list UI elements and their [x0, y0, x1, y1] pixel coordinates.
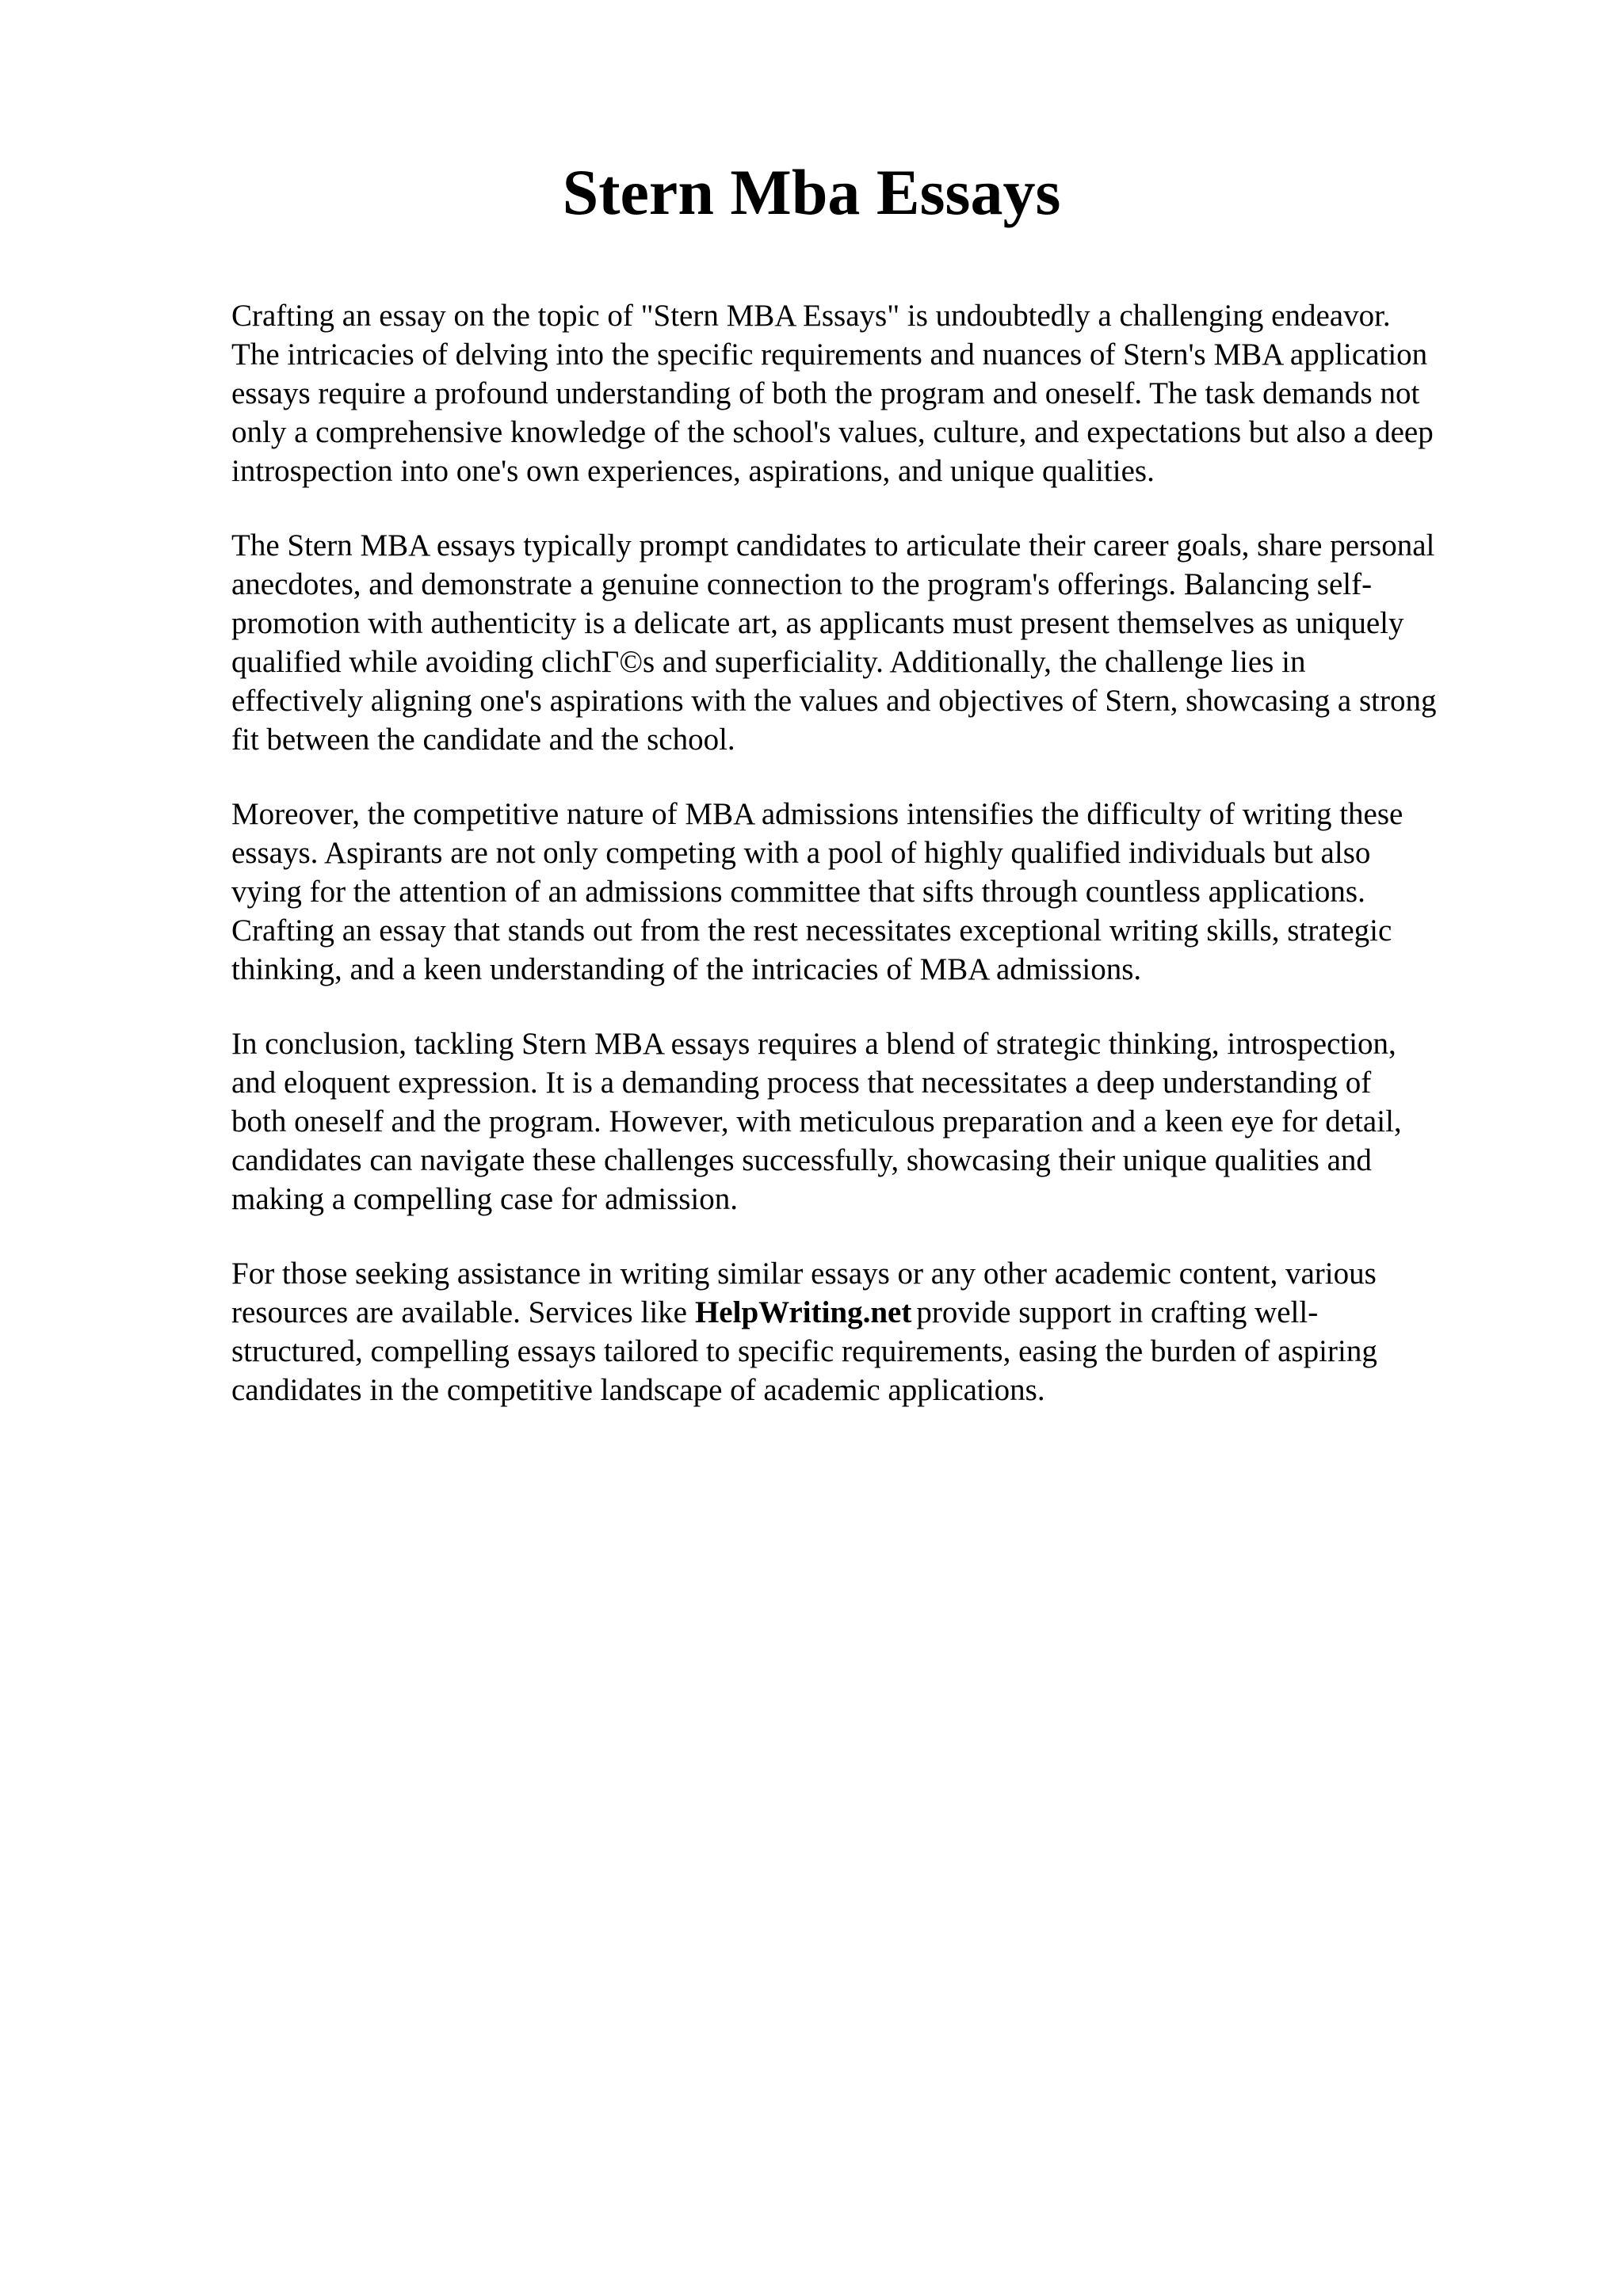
paragraph-line: effectively aligning one's aspirations with the values and objectives of Stern, showcasing a strong [231, 684, 1437, 718]
paragraph-line: In conclusion, tackling Stern MBA essays requires a blend of strategic thinking, introspection, [231, 1027, 1396, 1061]
paragraph-line: and eloquent expression. It is a demanding process that necessitates a deep understanding of [231, 1066, 1372, 1100]
paragraph-line: making a compelling case for admission. [231, 1182, 739, 1216]
paragraph-5 [231, 1254, 1531, 1409]
paragraph-line: For those seeking assistance in writing similar essays or any other academic content, various [231, 1257, 1377, 1291]
paragraph-line: structured, compelling essays tailored to specific requirements, easing the burden of aspiring [231, 1334, 1377, 1368]
paragraph-line: candidates in the competitive landscape of academic applications. [231, 1373, 1045, 1407]
paragraph-text-before-link: resources are available. Services like [231, 1295, 687, 1329]
paragraph-line: essays require a profound understanding of both the program and oneself. The task demands not [231, 376, 1420, 410]
helpwriting-link[interactable]: HelpWriting.net [694, 1295, 912, 1329]
paragraph-line: candidates can navigate these challenges successfully, showcasing their unique qualities and [231, 1143, 1372, 1177]
paragraph-2 [231, 526, 1531, 759]
paragraph-line: Crafting an essay on the topic of "Stern MBA Essays" is undoubtedly a challenging endeavor. [231, 299, 1391, 333]
paragraph-line: The intricacies of delving into the specific requirements and nuances of Stern's MBA application [231, 338, 1428, 372]
paragraph-line: fit between the candidate and the school. [231, 723, 735, 757]
paragraph-line: essays. Aspirants are not only competing with a pool of highly qualified individuals but also [231, 836, 1371, 870]
paragraph-4 [231, 1024, 1531, 1219]
paragraph-line: qualified while avoiding clichГ©s and superficiality. Additionally, the challenge lies in [231, 645, 1306, 679]
paragraph-line: Moreover, the competitive nature of MBA admissions intensifies the difficulty of writing these [231, 797, 1403, 831]
paragraph-line: Crafting an essay that stands out from the rest necessitates exceptional writing skills, strategic [231, 913, 1392, 948]
paragraph-line: introspection into one's own experiences, aspirations, and unique qualities. [231, 454, 1155, 488]
paragraph-line: only a comprehensive knowledge of the school's values, culture, and expectations but also a deep [231, 415, 1434, 449]
paragraph-line-with-link [231, 1293, 1531, 1332]
paragraph-line: The Stern MBA essays typically prompt candidates to articulate their career goals, share personal [231, 528, 1435, 563]
paragraph-line: vying for the attention of an admissions committee that sifts through countless applications. [231, 875, 1365, 909]
paragraph-line: both oneself and the program. However, with meticulous preparation and a keen eye for detail, [231, 1104, 1402, 1138]
paragraph-line: anecdotes, and demonstrate a genuine connection to the program's offerings. Balancing self- [231, 567, 1373, 601]
paragraph-3 [231, 795, 1531, 989]
paragraph-line: promotion with authenticity is a delicate art, as applicants must present themselves as uniquely [231, 606, 1404, 640]
document-title: Stern Mba Essays [562, 156, 1061, 228]
paragraph-line: thinking, and a keen understanding of the intricacies of MBA admissions. [231, 952, 1142, 986]
document-body [231, 296, 1531, 1445]
paragraph-1 [231, 296, 1531, 490]
paragraph-text-after-link: provide support in crafting well- [916, 1295, 1319, 1329]
